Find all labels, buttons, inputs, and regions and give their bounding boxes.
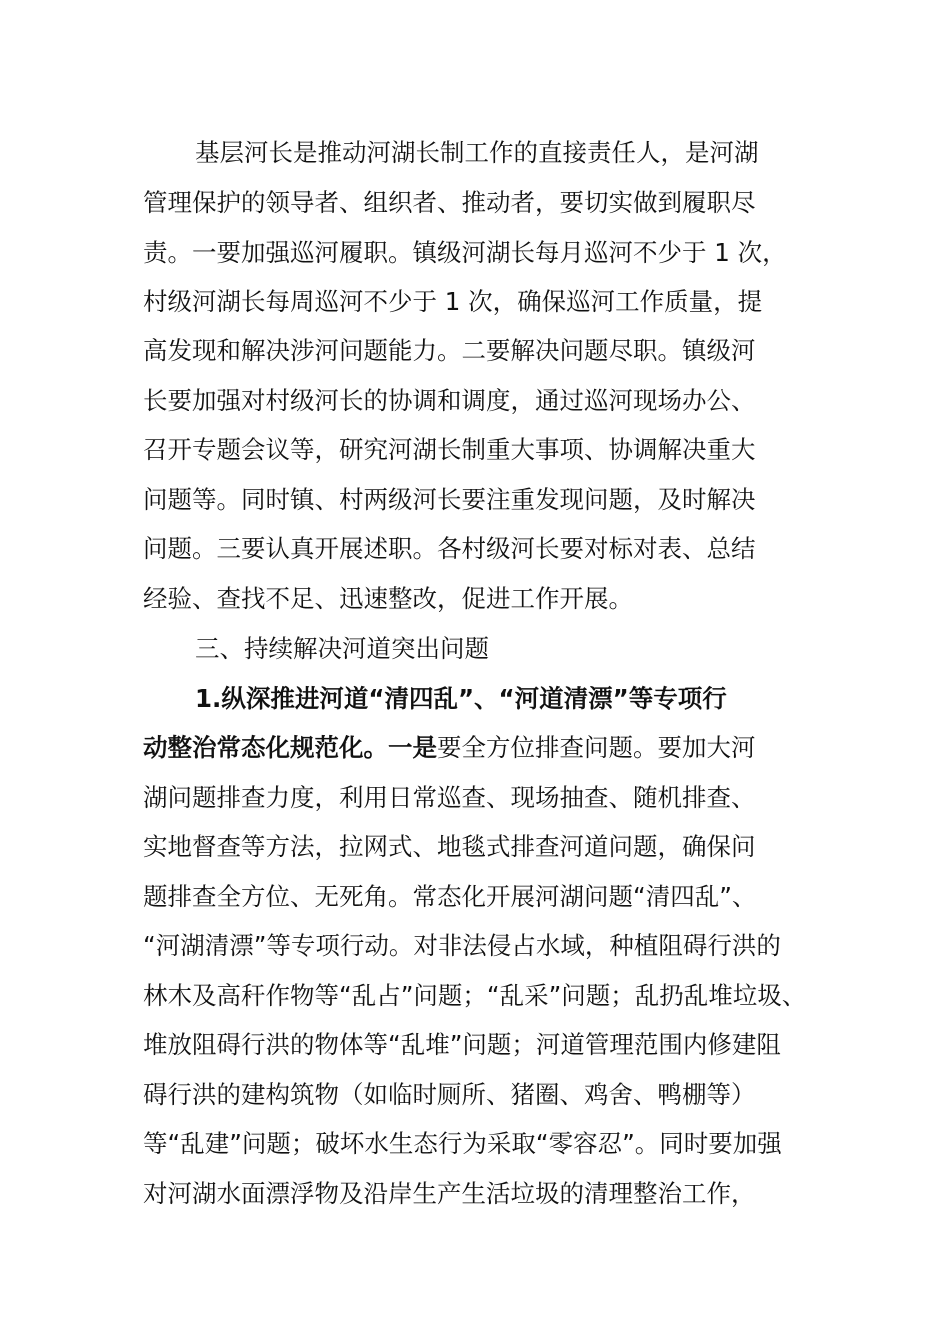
paragraph-1-line-7: 召开专题会议等，研究河湖长制重大事项、协调解决重大 — [143, 435, 756, 464]
subheading-line-2 — [143, 723, 823, 773]
paragraph-1-line-3: 责。一要加强巡河履职。镇级河湖长每月巡河不少于 1 次， — [143, 238, 787, 267]
first-point-label: 一是 — [388, 733, 437, 762]
section-heading: 三、持续解决河道突出问题 — [195, 634, 489, 663]
paragraph-1-line-10: 经验、查找不足、迅速整改，促进工作开展。 — [143, 584, 633, 613]
paragraph-2-line-8: 碍行洪的建构筑物（如临时厕所、猪圈、鸡舍、鸭棚等） — [143, 1080, 756, 1109]
paragraph-2-line-6: 林木及高秆作物等“乱占”问题；“乱采”问题；乱扔乱堆垃圾、 — [143, 981, 807, 1010]
paragraph-1-line-6: 长要加强对村级河长的协调和调度，通过巡河现场办公、 — [143, 386, 756, 415]
paragraph-1-line-9: 问题。三要认真开展述职。各村级河长要对标对表、总结 — [143, 534, 756, 563]
paragraph-2-line-10: 对河湖水面漂浮物及沿岸生产生活垃圾的清理整治工作， — [143, 1179, 756, 1208]
paragraph-2-line-9: 等“乱建”问题；破坏水生态行为采取“零容忍”。同时要加强 — [143, 1129, 782, 1158]
subheading-bold-text: 动整治常态化规范化。 — [143, 733, 388, 762]
paragraph-2-line-4: 题排查全方位、无死角。常态化开展河湖问题“清四乱”、 — [143, 882, 757, 911]
paragraph-1-line-2: 管理保护的领导者、组织者、推动者，要切实做到履职尽 — [143, 188, 756, 217]
paragraph-2-line-5: “河湖清漂”等专项行动。对非法侵占水域，种植阻碍行洪的 — [143, 931, 781, 960]
paragraph-2-line-3: 实地督查等方法，拉网式、地毯式排查河道问题，确保问 — [143, 832, 756, 861]
paragraph-2-line-7: 堆放阻碍行洪的物体等“乱堆”问题；河道管理范围内修建阻 — [143, 1030, 781, 1059]
paragraph-1-line-1: 基层河长是推动河湖长制工作的直接责任人，是河湖 — [195, 138, 759, 167]
first-point-text: 要全方位排查问题。要加大河 — [437, 733, 756, 762]
paragraph-2-line-2: 湖问题排查力度，利用日常巡查、现场抽查、随机排查、 — [143, 783, 756, 812]
paragraph-1-line-5: 高发现和解决涉河问题能力。二要解决问题尽职。镇级河 — [143, 336, 756, 365]
subheading-line-1: 1.纵深推进河道“清四乱”、“河道清漂”等专项行 — [195, 684, 727, 713]
paragraph-1-line-4: 村级河湖长每周巡河不少于 1 次，确保巡河工作质量，提 — [143, 287, 763, 316]
paragraph-1-line-8: 问题等。同时镇、村两级河长要注重发现问题，及时解决 — [143, 485, 756, 514]
